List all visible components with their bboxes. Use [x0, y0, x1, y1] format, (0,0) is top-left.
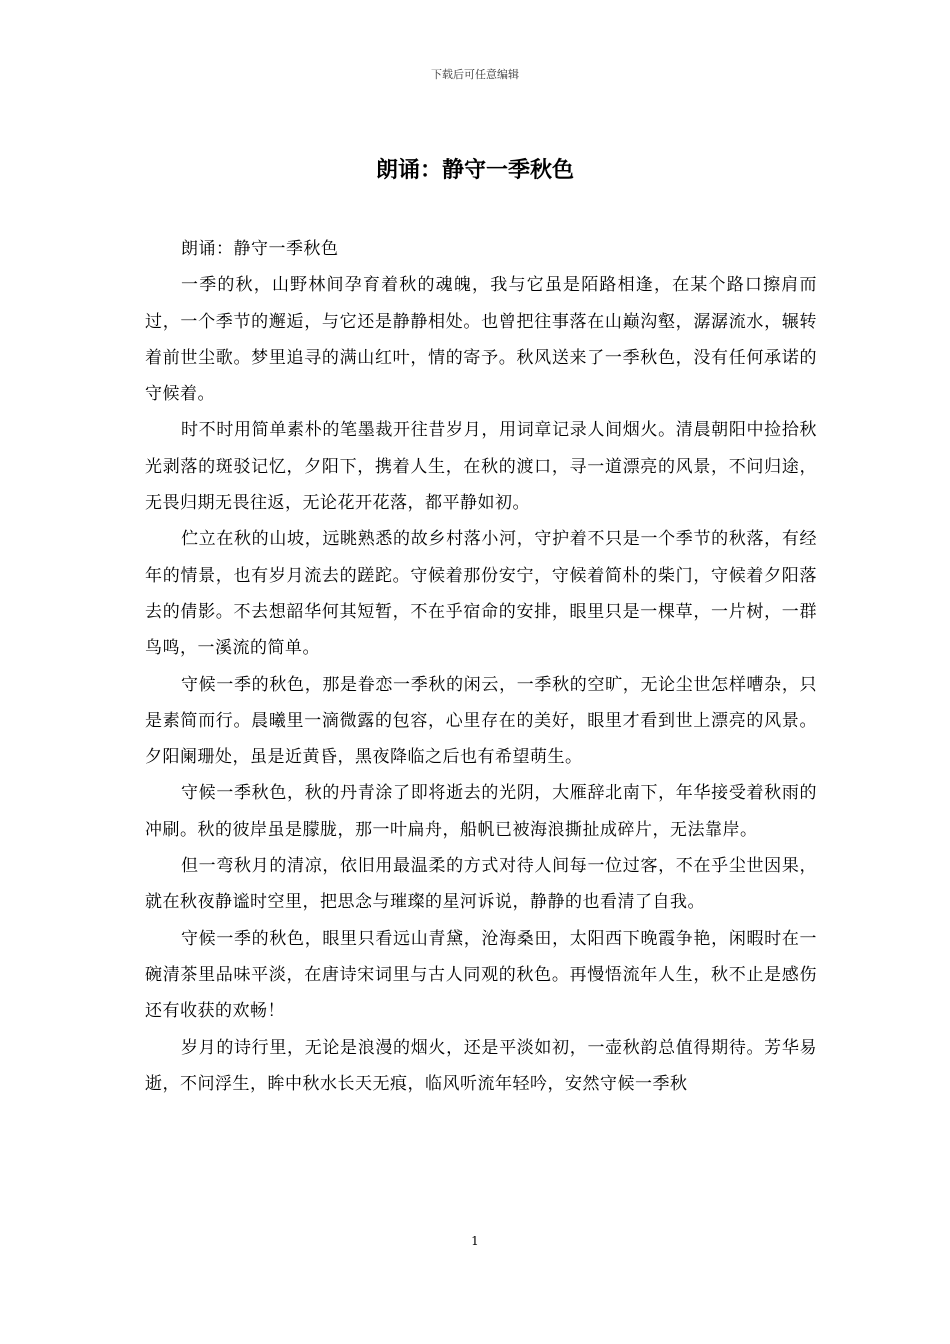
paragraph: 岁月的诗行里，无论是浪漫的烟火，还是平淡如初，一壶秋韵总值得期待。芳华易逝，不问浮生，眸中秋水长天无痕，临风听流年轻吟，安然守候一季秋 — [145, 1037, 817, 1094]
paragraph: 伫立在秋的山坡，远眺熟悉的故乡村落小河，守护着不只是一个季节的秋落，有经年的情景，也有岁月流去的蹉跎。守候着那份安宁，守候着简朴的柴门，守候着夕阳落去的倩影。不去想韶华何其短暂，不在乎宿命的安排，眼里只是一棵草，一片树，一群鸟鸣，一溪流的简单。 — [145, 529, 817, 659]
paragraph: 守候一季的秋色，那是眷恋一季秋的闲云，一季秋的空旷，无论尘世怎样嘈杂，只是素简而行。晨曦里一滴微露的包容，心里存在的美好，眼里才看到世上漂亮的风景。夕阳阑珊处，虽是近黄昏，黑夜降临之后也有希望萌生。 — [145, 674, 817, 768]
header-note: 下载后可任意编辑 — [431, 68, 519, 81]
document-body — [145, 231, 817, 1102]
paragraph: 守候一季秋色，秋的丹青涂了即将逝去的光阴，大雁辞北南下，年华接受着秋雨的冲刷。秋的彼岸虽是朦胧，那一叶扁舟，船帆已被海浪撕扯成碎片，无法靠岸。 — [145, 783, 817, 840]
paragraph: 时不时用简单素朴的笔墨裁开往昔岁月，用词章记录人间烟火。清晨朝阳中捡拾秋光剥落的斑驳记忆，夕阳下，携着人生，在秋的渡口，寻一道漂亮的风景，不问归途，无畏归期无畏往返，无论花开花落，都平静如初。 — [145, 420, 817, 514]
paragraph: 守候一季的秋色，眼里只看远山青黛，沧海桑田，太阳西下晚霞争艳，闲暇时在一碗清茶里品味平淡，在唐诗宋词里与古人同观的秋色。再慢悟流年人生，秋不止是感伤还有收获的欢畅！ — [145, 928, 817, 1022]
paragraph: 但一弯秋月的清凉，依旧用最温柔的方式对待人间每一位过客，不在乎尘世因果，就在秋夜静谧时空里，把思念与璀璨的星河诉说，静静的也看清了自我。 — [145, 856, 817, 913]
paragraph: 朗诵：静守一季秋色 — [181, 239, 339, 259]
page-number: 1 — [471, 1234, 479, 1248]
paragraph: 一季的秋，山野林间孕育着秋的魂魄，我与它虽是陌路相逢，在某个路口擦肩而过，一个季节的邂逅，与它还是静静相处。也曾把往事落在山巅沟壑，潺潺流水，辗转着前世尘歌。梦里追寻的满山红叶，情的寄予。秋风送来了一季秋色，没有任何承诺的守候着。 — [145, 275, 817, 405]
document-title: 朗诵：静守一季秋色 — [375, 158, 574, 183]
